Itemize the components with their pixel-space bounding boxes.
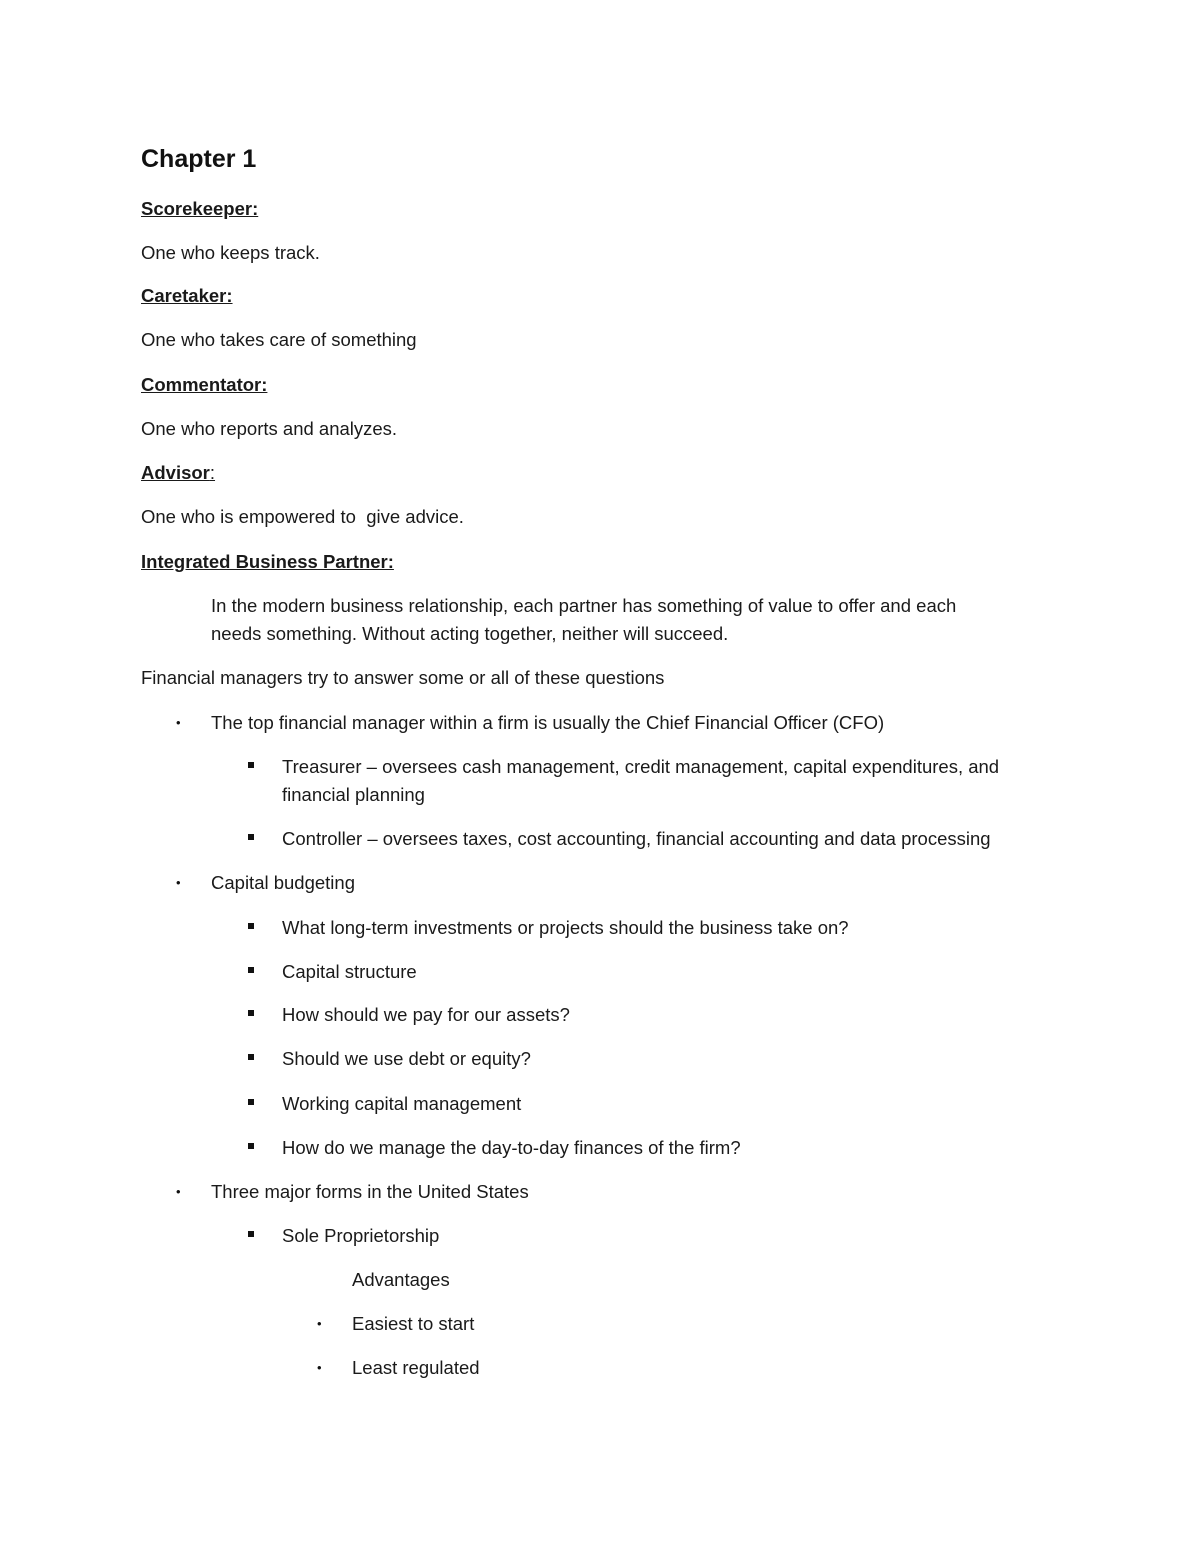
bullet-dot-icon: •	[176, 1184, 181, 1199]
term-definition-caretaker: One who takes care of something	[141, 329, 417, 350]
term-heading-advisor: Advisor	[141, 462, 210, 483]
list-item-cb-5: How do we manage the day-to-day finances of the firm?	[282, 1137, 741, 1158]
list-item-adv-0: Easiest to start	[352, 1313, 475, 1334]
bullet-dot-icon: •	[317, 1316, 322, 1331]
term-heading-scorekeeper: Scorekeeper:	[141, 198, 259, 219]
bullet-square-icon	[248, 923, 254, 929]
list-item-treasurer-line2: financial planning	[282, 784, 425, 805]
bullet-square-icon	[248, 1054, 254, 1060]
list-item-adv-1: Least regulated	[352, 1357, 480, 1378]
term-definition-ibp-line2: needs something. Without acting together, neither will succeed.	[211, 623, 729, 644]
bullet-dot-icon: •	[317, 1360, 322, 1375]
term-definition-scorekeeper: One who keeps track.	[141, 242, 320, 263]
list-item-cb-0: What long-term investments or projects should the business take on?	[282, 917, 849, 938]
list-item-cb-3: Should we use debt or equity?	[282, 1048, 531, 1069]
list-item-controller: Controller – oversees taxes, cost accounting, financial accounting and data processing	[282, 828, 991, 849]
list-item-cb-1: Capital structure	[282, 961, 417, 982]
bullet-square-icon	[248, 967, 254, 973]
list-item-cb-2: How should we pay for our assets?	[282, 1004, 570, 1025]
list-item-cb-4: Working capital management	[282, 1093, 522, 1114]
term-definition-ibp-line1: In the modern business relationship, each partner has something of value to offer and each	[211, 595, 957, 616]
bullet-square-icon	[248, 1143, 254, 1149]
bullet-square-icon	[248, 1010, 254, 1016]
list-item-sole-proprietorship: Sole Proprietorship	[282, 1225, 440, 1246]
term-heading-integrated-business-partner: Integrated Business Partner:	[141, 551, 394, 572]
term-heading-advisor-wrap	[141, 459, 215, 487]
bullet-square-icon	[248, 834, 254, 840]
list-item-top-manager: The top financial manager within a firm is usually the Chief Financial Officer (CFO)	[211, 712, 885, 733]
bullet-square-icon	[248, 1231, 254, 1237]
list-item-capital-budgeting: Capital budgeting	[211, 872, 355, 893]
term-heading-commentator: Commentator:	[141, 374, 268, 395]
term-definition-advisor: One who is empowered to give advice.	[141, 506, 464, 527]
list-item-treasurer-line1: Treasurer – oversees cash management, credit management, capital expenditures, and	[282, 756, 1000, 777]
page-title: Chapter 1	[141, 145, 257, 173]
term-heading-caretaker: Caretaker:	[141, 285, 233, 306]
term-heading-advisor-colon: :	[209, 462, 216, 483]
term-definition-commentator: One who reports and analyzes.	[141, 418, 398, 439]
list-item-three-forms: Three major forms in the United States	[211, 1181, 529, 1202]
bullet-square-icon	[248, 762, 254, 768]
advantages-label: Advantages	[352, 1269, 450, 1290]
intro-text: Financial managers try to answer some or all of these questions	[141, 667, 665, 688]
bullet-square-icon	[248, 1099, 254, 1105]
bullet-dot-icon: •	[176, 715, 181, 730]
bullet-dot-icon: •	[176, 875, 181, 890]
